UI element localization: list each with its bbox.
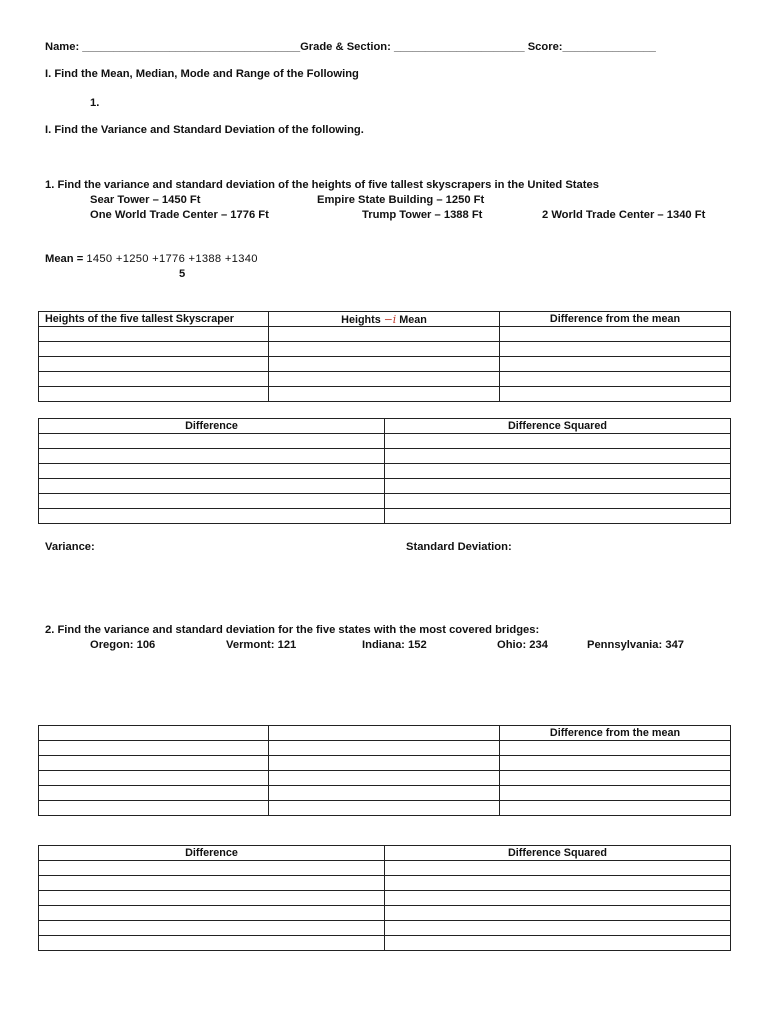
state-ohio: Ohio: 234 (497, 639, 548, 651)
variance-label: Variance: (45, 541, 95, 553)
table-row (39, 387, 731, 402)
table-cell[interactable] (269, 357, 500, 372)
building-2-wtc: 2 World Trade Center – 1340 Ft (542, 209, 706, 221)
building-sear-tower: Sear Tower – 1450 Ft (90, 194, 201, 206)
part1-title: I. Find the Mean, Median, Mode and Range of the Following (45, 68, 359, 80)
problem1-question: 1. Find the variance and standard deviation of the heights of five tallest skyscrapers in the United States (45, 179, 599, 191)
table-cell[interactable] (385, 434, 731, 449)
table-row (39, 741, 731, 756)
table-cell[interactable] (269, 387, 500, 402)
mean-denominator: 5 (179, 268, 186, 280)
table-cell[interactable] (39, 387, 269, 402)
table-cell[interactable] (500, 786, 731, 801)
bridges-table (38, 725, 731, 816)
table-cell[interactable] (385, 921, 731, 936)
table-row (39, 479, 731, 494)
table-row (39, 494, 731, 509)
table-row (39, 786, 731, 801)
table-cell[interactable] (500, 342, 731, 357)
table-cell[interactable] (39, 921, 385, 936)
table-cell[interactable] (500, 372, 731, 387)
bridges-difference-header-col2: Difference Squared (385, 846, 731, 861)
table-cell[interactable] (500, 756, 731, 771)
table-row (39, 891, 731, 906)
table-cell[interactable] (39, 741, 269, 756)
name-grade-score-line[interactable]: Name: ___________________________________Grade & Section: _____________________ Score:_______________ (45, 41, 656, 53)
bridges-difference-header-col1: Difference (39, 846, 385, 861)
table-cell[interactable] (39, 756, 269, 771)
table-cell[interactable] (39, 464, 385, 479)
table-cell[interactable] (385, 509, 731, 524)
mean-label: Mean = (45, 253, 87, 265)
table-cell[interactable] (385, 479, 731, 494)
table-cell[interactable] (269, 327, 500, 342)
table-row (39, 756, 731, 771)
table-cell[interactable] (39, 449, 385, 464)
table-row (39, 801, 731, 816)
bridges-table-header-col3: Difference from the mean (500, 726, 731, 741)
state-vermont: Vermont: 121 (226, 639, 297, 651)
table-row (39, 342, 731, 357)
table-cell[interactable] (385, 936, 731, 951)
bridges-difference-table (38, 845, 731, 951)
table-cell[interactable] (39, 861, 385, 876)
table-cell[interactable] (39, 327, 269, 342)
table-cell[interactable] (269, 741, 500, 756)
table-cell[interactable] (269, 801, 500, 816)
mean-numerator: 1450 +1250 +1776 +1388 +1340 (86, 253, 258, 265)
mean-symbol: −𝑖 (383, 312, 397, 326)
table-cell[interactable] (269, 342, 500, 357)
table-cell[interactable] (269, 786, 500, 801)
table-cell[interactable] (385, 464, 731, 479)
std-deviation-label: Standard Deviation: (406, 541, 512, 553)
table-cell[interactable] (385, 494, 731, 509)
table-cell[interactable] (385, 906, 731, 921)
table-cell[interactable] (385, 891, 731, 906)
table-row (39, 327, 731, 342)
table-cell[interactable] (39, 434, 385, 449)
table-cell[interactable] (39, 891, 385, 906)
table-cell[interactable] (385, 861, 731, 876)
heights-table-header-col3: Difference from the mean (500, 312, 731, 327)
state-pennsylvania: Pennsylvania: 347 (587, 639, 685, 651)
table-row (39, 861, 731, 876)
difference-table-header-col1: Difference (39, 419, 385, 434)
table-row (39, 449, 731, 464)
table-row (39, 906, 731, 921)
state-oregon: Oregon: 106 (90, 639, 156, 651)
part1-item-number: 1. (90, 97, 100, 109)
table-cell[interactable] (39, 771, 269, 786)
difference-table (38, 418, 731, 524)
difference-table-header-col2: Difference Squared (385, 419, 731, 434)
table-cell[interactable] (39, 876, 385, 891)
heights-table-header-col1: Heights of the five tallest Skyscraper (39, 312, 269, 327)
table-cell[interactable] (269, 756, 500, 771)
part2-title: I. Find the Variance and Standard Deviation of the following. (45, 124, 364, 136)
building-empire-state: Empire State Building – 1250 Ft (317, 194, 485, 206)
table-cell[interactable] (39, 494, 385, 509)
table-row (39, 771, 731, 786)
table-cell[interactable] (39, 342, 269, 357)
table-cell[interactable] (39, 786, 269, 801)
table-cell[interactable] (500, 801, 731, 816)
heights-table-header-col2: Heights −𝑖 Mean (269, 312, 500, 327)
bridges-table-header-col1 (39, 726, 269, 741)
table-row (39, 434, 731, 449)
table-cell[interactable] (39, 372, 269, 387)
problem2-question: 2. Find the variance and standard deviation for the five states with the most covered bridges: (45, 624, 540, 636)
table-cell[interactable] (385, 876, 731, 891)
building-trump-tower: Trump Tower – 1388 Ft (362, 209, 483, 221)
table-cell[interactable] (269, 771, 500, 786)
table-cell[interactable] (39, 479, 385, 494)
table-cell[interactable] (269, 372, 500, 387)
table-cell[interactable] (385, 449, 731, 464)
table-row (39, 936, 731, 951)
state-indiana: Indiana: 152 (362, 639, 427, 651)
table-cell[interactable] (39, 906, 385, 921)
table-row (39, 921, 731, 936)
table-row (39, 509, 731, 524)
table-row (39, 357, 731, 372)
table-row (39, 464, 731, 479)
building-one-wtc: One World Trade Center – 1776 Ft (90, 209, 269, 221)
table-cell[interactable] (39, 357, 269, 372)
table-cell[interactable] (39, 936, 385, 951)
heights-table (38, 311, 731, 402)
mean-formula (45, 253, 258, 266)
table-cell[interactable] (500, 357, 731, 372)
table-cell[interactable] (500, 387, 731, 402)
table-row (39, 372, 731, 387)
bridges-table-header-col2 (269, 726, 500, 741)
table-cell[interactable] (39, 509, 385, 524)
table-cell[interactable] (500, 771, 731, 786)
table-cell[interactable] (500, 327, 731, 342)
table-cell[interactable] (500, 741, 731, 756)
table-row (39, 876, 731, 891)
table-cell[interactable] (39, 801, 269, 816)
